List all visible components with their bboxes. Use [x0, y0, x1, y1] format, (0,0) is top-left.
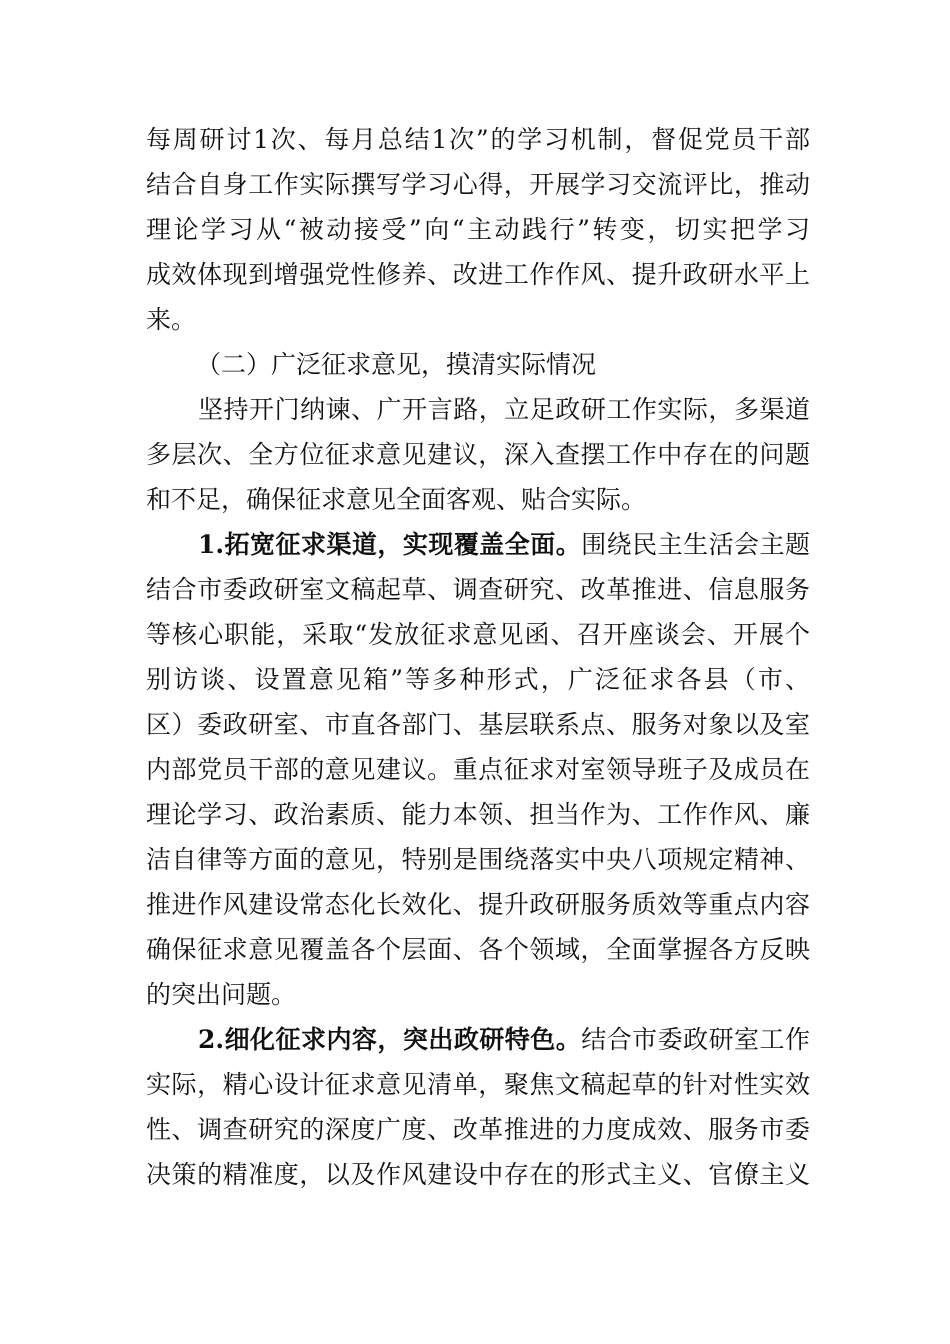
- body-line: 内部党员干部的意见建议。重点征求对室领导班子及成员在: [146, 755, 810, 784]
- body-line: 别访谈、设置意见箱”等多种形式，广泛征求各县（市、: [146, 665, 810, 694]
- item-1-first-line: [198, 523, 810, 567]
- item-2-first-line: [198, 1018, 810, 1062]
- body-line: 确保征求意见覆盖各个层面、各个领域，全面掌握各方反映: [146, 935, 810, 964]
- body-line: 成效体现到增强党性修养、改进工作作风、提升政研水平上: [146, 260, 810, 289]
- item-2-first-rest: 结合市委政研室工作: [581, 1025, 810, 1054]
- body-line: 来。: [146, 305, 197, 334]
- body-line: 区）委政研室、市直各部门、基层联系点、服务对象以及室: [146, 710, 810, 739]
- body-line: 的突出问题。: [146, 980, 297, 1009]
- body-line: 性、调查研究的深度广度、改革推进的力度成效、服务市委: [146, 1115, 810, 1144]
- body-line: 等核心职能，采取“发放征求意见函、召开座谈会、开展个: [146, 620, 810, 649]
- body-line: 决策的精准度，以及作风建设中存在的形式主义、官僚主义: [146, 1160, 810, 1189]
- body-line: 结合市委政研室文稿起草、调查研究、改革推进、信息服务: [146, 575, 810, 604]
- body-line: 理论学习从“被动接受”向“主动践行”转变，切实把学习: [146, 215, 810, 244]
- item-1-first-rest: 围绕民主生活会主题: [581, 530, 810, 559]
- body-line: 洁自律等方面的意见，特别是围绕落实中央八项规定精神、: [146, 845, 810, 874]
- body-line: 结合自身工作实际撰写学习心得，开展学习交流评比，推动: [146, 170, 810, 199]
- body-line: 推进作风建设常态化长效化、提升政研服务质效等重点内容: [146, 890, 810, 919]
- body-line: 每周研讨1次、每月总结1次”的学习机制，督促党员干部: [146, 125, 810, 154]
- item-2-lead: 2.细化征求内容，突出政研特色。: [198, 1025, 582, 1054]
- item-1-lead: 1.拓宽征求渠道，实现覆盖全面。: [198, 530, 582, 559]
- body-line: 理论学习、政治素质、能力本领、担当作为、工作作风、廉: [146, 800, 810, 829]
- body-line: 实际，精心设计征求意见清单，聚焦文稿起草的针对性实效: [146, 1070, 810, 1099]
- body-line: 和不足，确保征求意见全面客观、贴合实际。: [146, 485, 647, 514]
- body-line: 多层次、全方位征求意见建议，深入查摆工作中存在的问题: [146, 440, 810, 469]
- body-line: 坚持开门纳谏、广开言路，立足政研工作实际，多渠道: [198, 395, 810, 424]
- section-heading: （二）广泛征求意见，摸清实际情况: [196, 350, 597, 379]
